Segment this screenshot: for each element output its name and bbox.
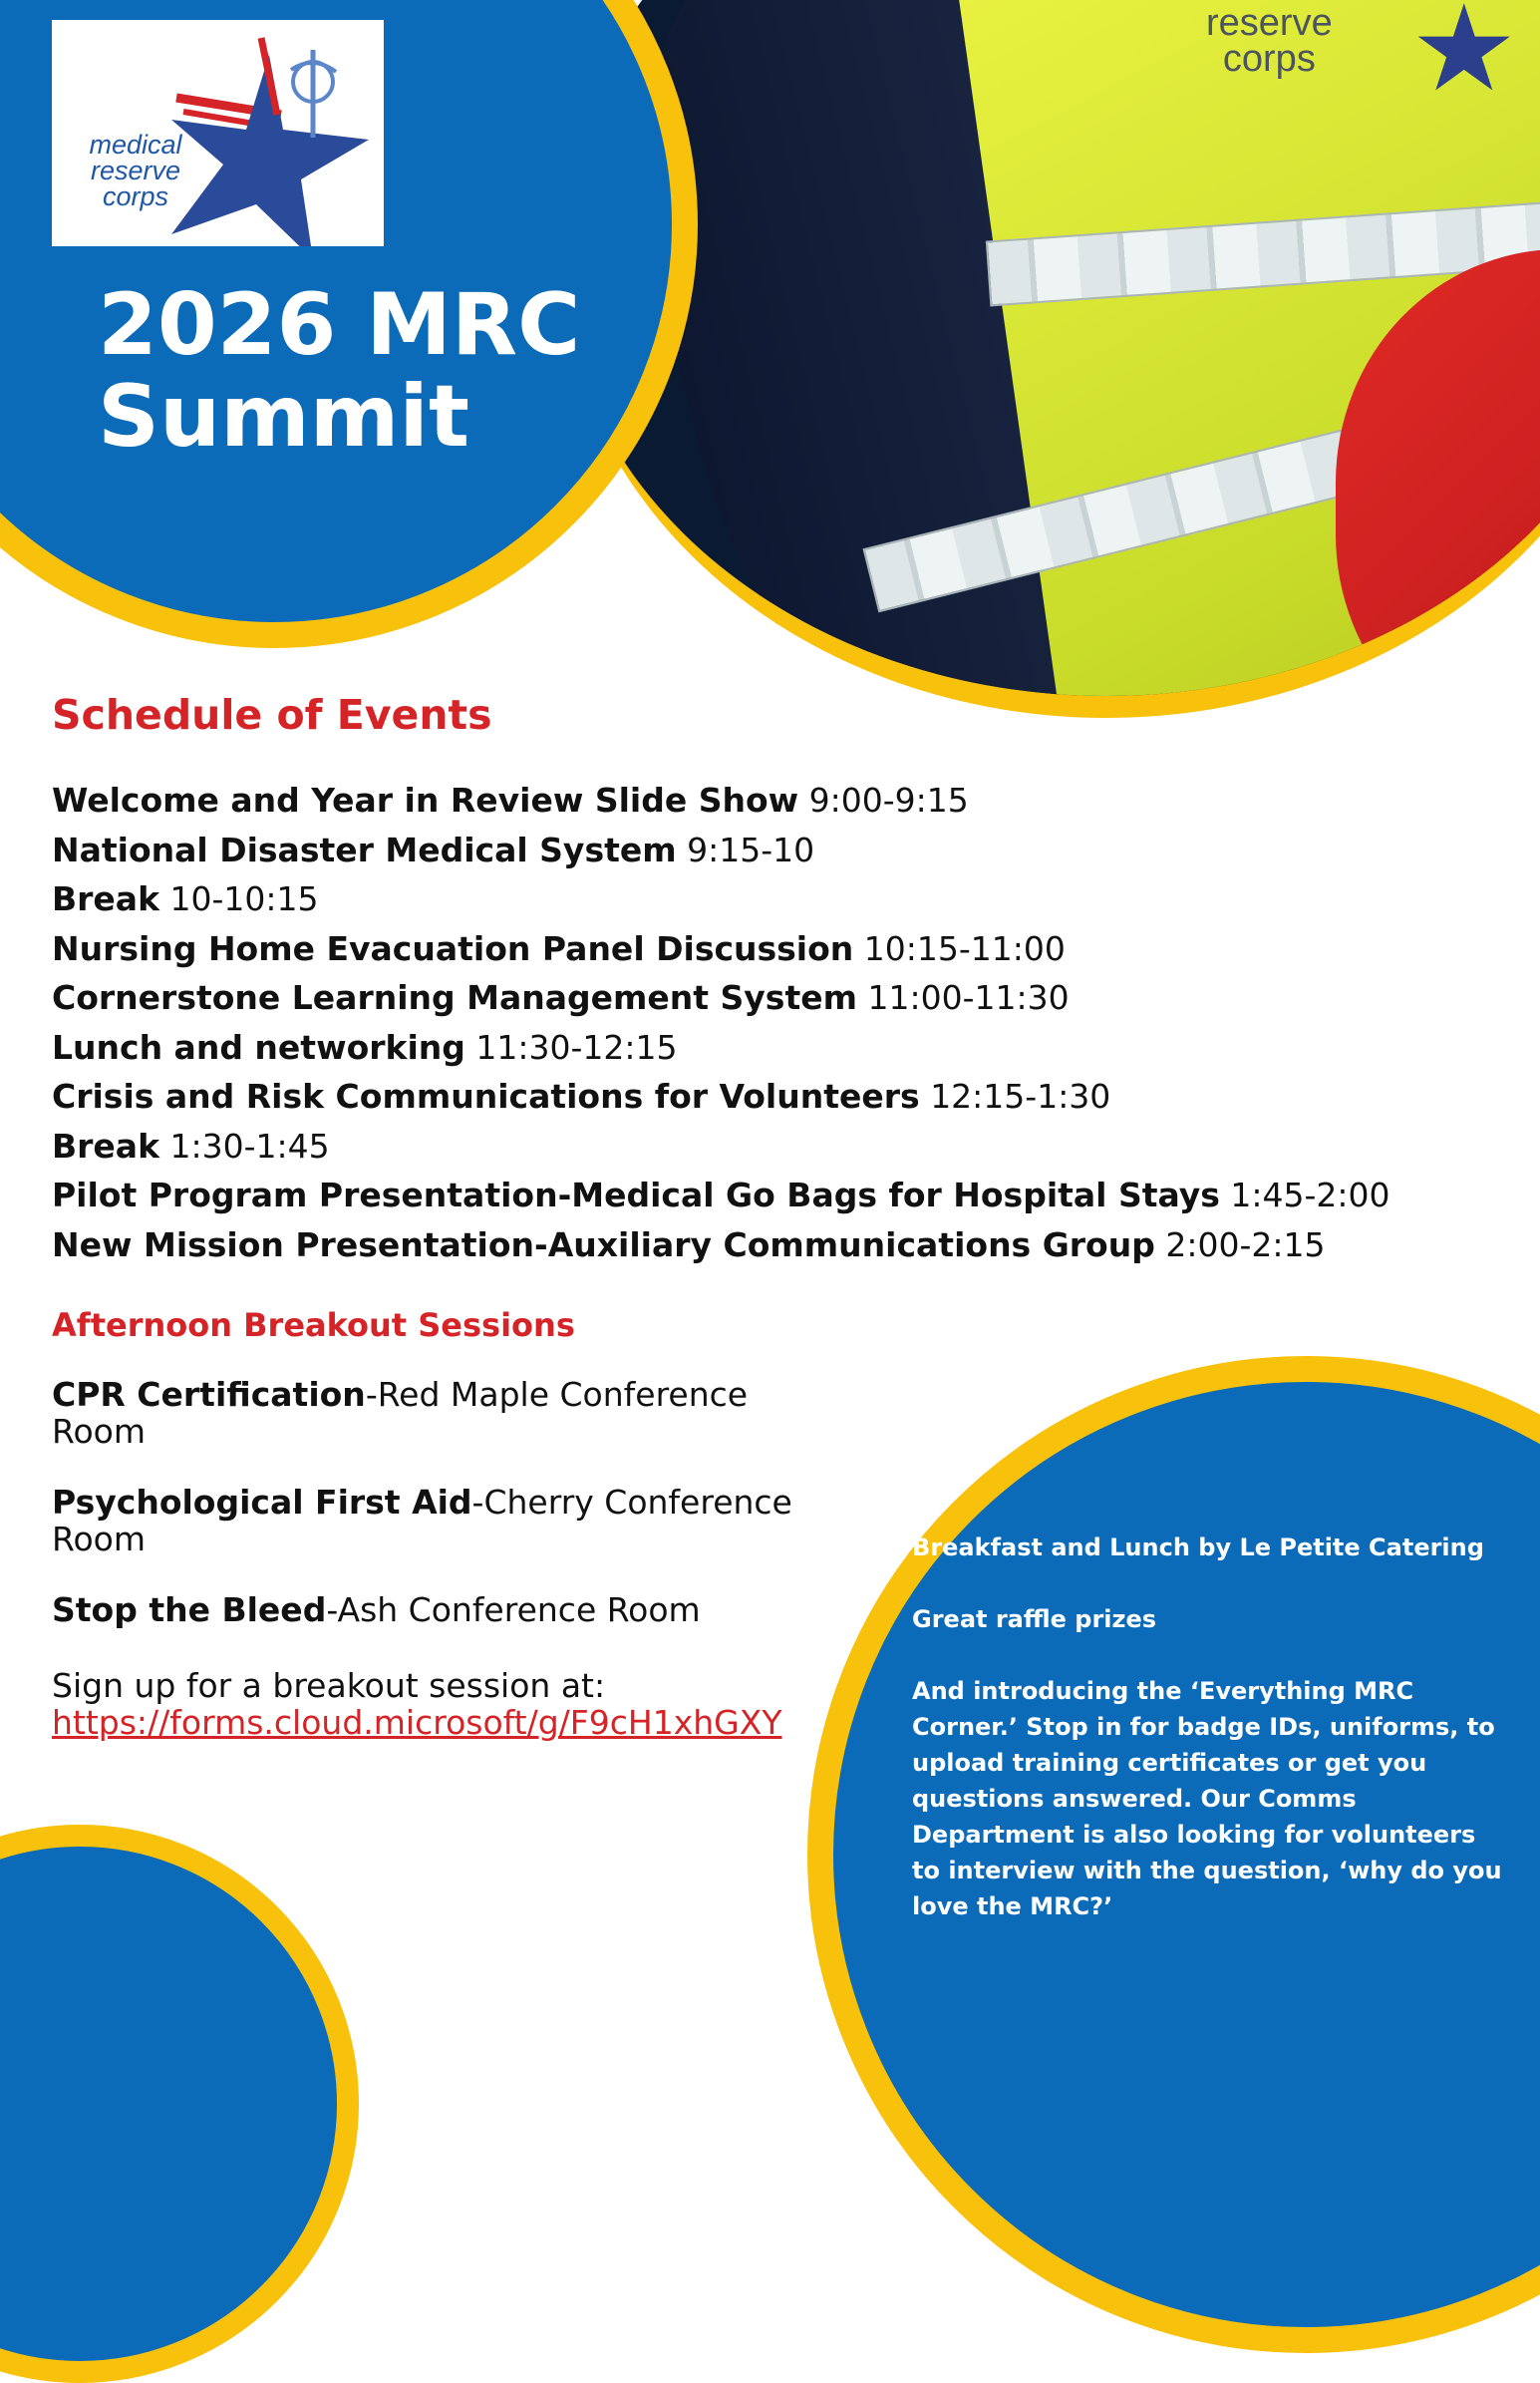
hero-photo: [558, 0, 1540, 718]
photo-vest-text: reserve corps: [1206, 2, 1333, 80]
breakout-list: [52, 1376, 809, 1628]
schedule-item: Break 1:30-1:45: [52, 1126, 330, 1166]
info-raffle: Great raffle prizes: [912, 1605, 1157, 1633]
schedule-heading: Schedule of Events: [52, 691, 492, 739]
schedule-item: Break 10-10:15: [52, 879, 319, 918]
logo-wordmark: medical reserve corps: [89, 130, 182, 211]
page-title: 2026 MRC Summit: [98, 275, 581, 467]
breakout-heading: Afternoon Breakout Sessions: [52, 1306, 575, 1344]
schedule-item: Pilot Program Presentation-Medical Go Bags for Hospital Stays 1:45-2:00: [52, 1176, 1390, 1214]
schedule-item: Welcome and Year in Review Slide Show 9:00-9:15: [52, 781, 969, 820]
signup-link[interactable]: https://forms.cloud.microsoft/g/F9cH1xhGXY: [52, 1703, 782, 1742]
schedule-list: [52, 776, 1390, 1269]
schedule-item: Cornerstone Learning Management System 11:00-11:30: [52, 978, 1070, 1017]
info-mrc-corner: And introducing the ‘Everything MRC Corner.’ Stop in for badge IDs, uniforms, to upload training certificates or get you questions answered. Our Comms Department is also looking for volunteers to interview with the question, ‘why do you love the MRC?’: [912, 1677, 1502, 1920]
schedule-item: Crisis and Risk Communications for Volunteers 12:15-1:30: [52, 1077, 1111, 1116]
breakout-item: CPR Certification-Red Maple Conference Room: [52, 1375, 749, 1451]
mrc-logo: [52, 20, 384, 246]
schedule-item: New Mission Presentation-Auxiliary Communications Group 2:00-2:15: [52, 1224, 1326, 1264]
schedule-item: National Disaster Medical System 9:15-10: [52, 830, 815, 869]
schedule-item: Lunch and networking 11:30-12:15: [52, 1027, 678, 1067]
vest-star-icon: ★: [1410, 0, 1518, 119]
breakout-item: Psychological First Aid-Cherry Conference Room: [52, 1483, 792, 1558]
decorative-circle-bottom-left: [0, 1825, 359, 2383]
breakout-item: Stop the Bleed-Ash Conference Room: [52, 1590, 701, 1629]
info-catering: Breakfast and Lunch by Le Petite Catering: [912, 1533, 1484, 1561]
schedule-item: Nursing Home Evacuation Panel Discussion 10:15-11:00: [52, 928, 1066, 968]
signup-block: [52, 1667, 782, 1741]
signup-text: Sign up for a breakout session at:: [52, 1666, 606, 1705]
info-text: [912, 1530, 1510, 1960]
